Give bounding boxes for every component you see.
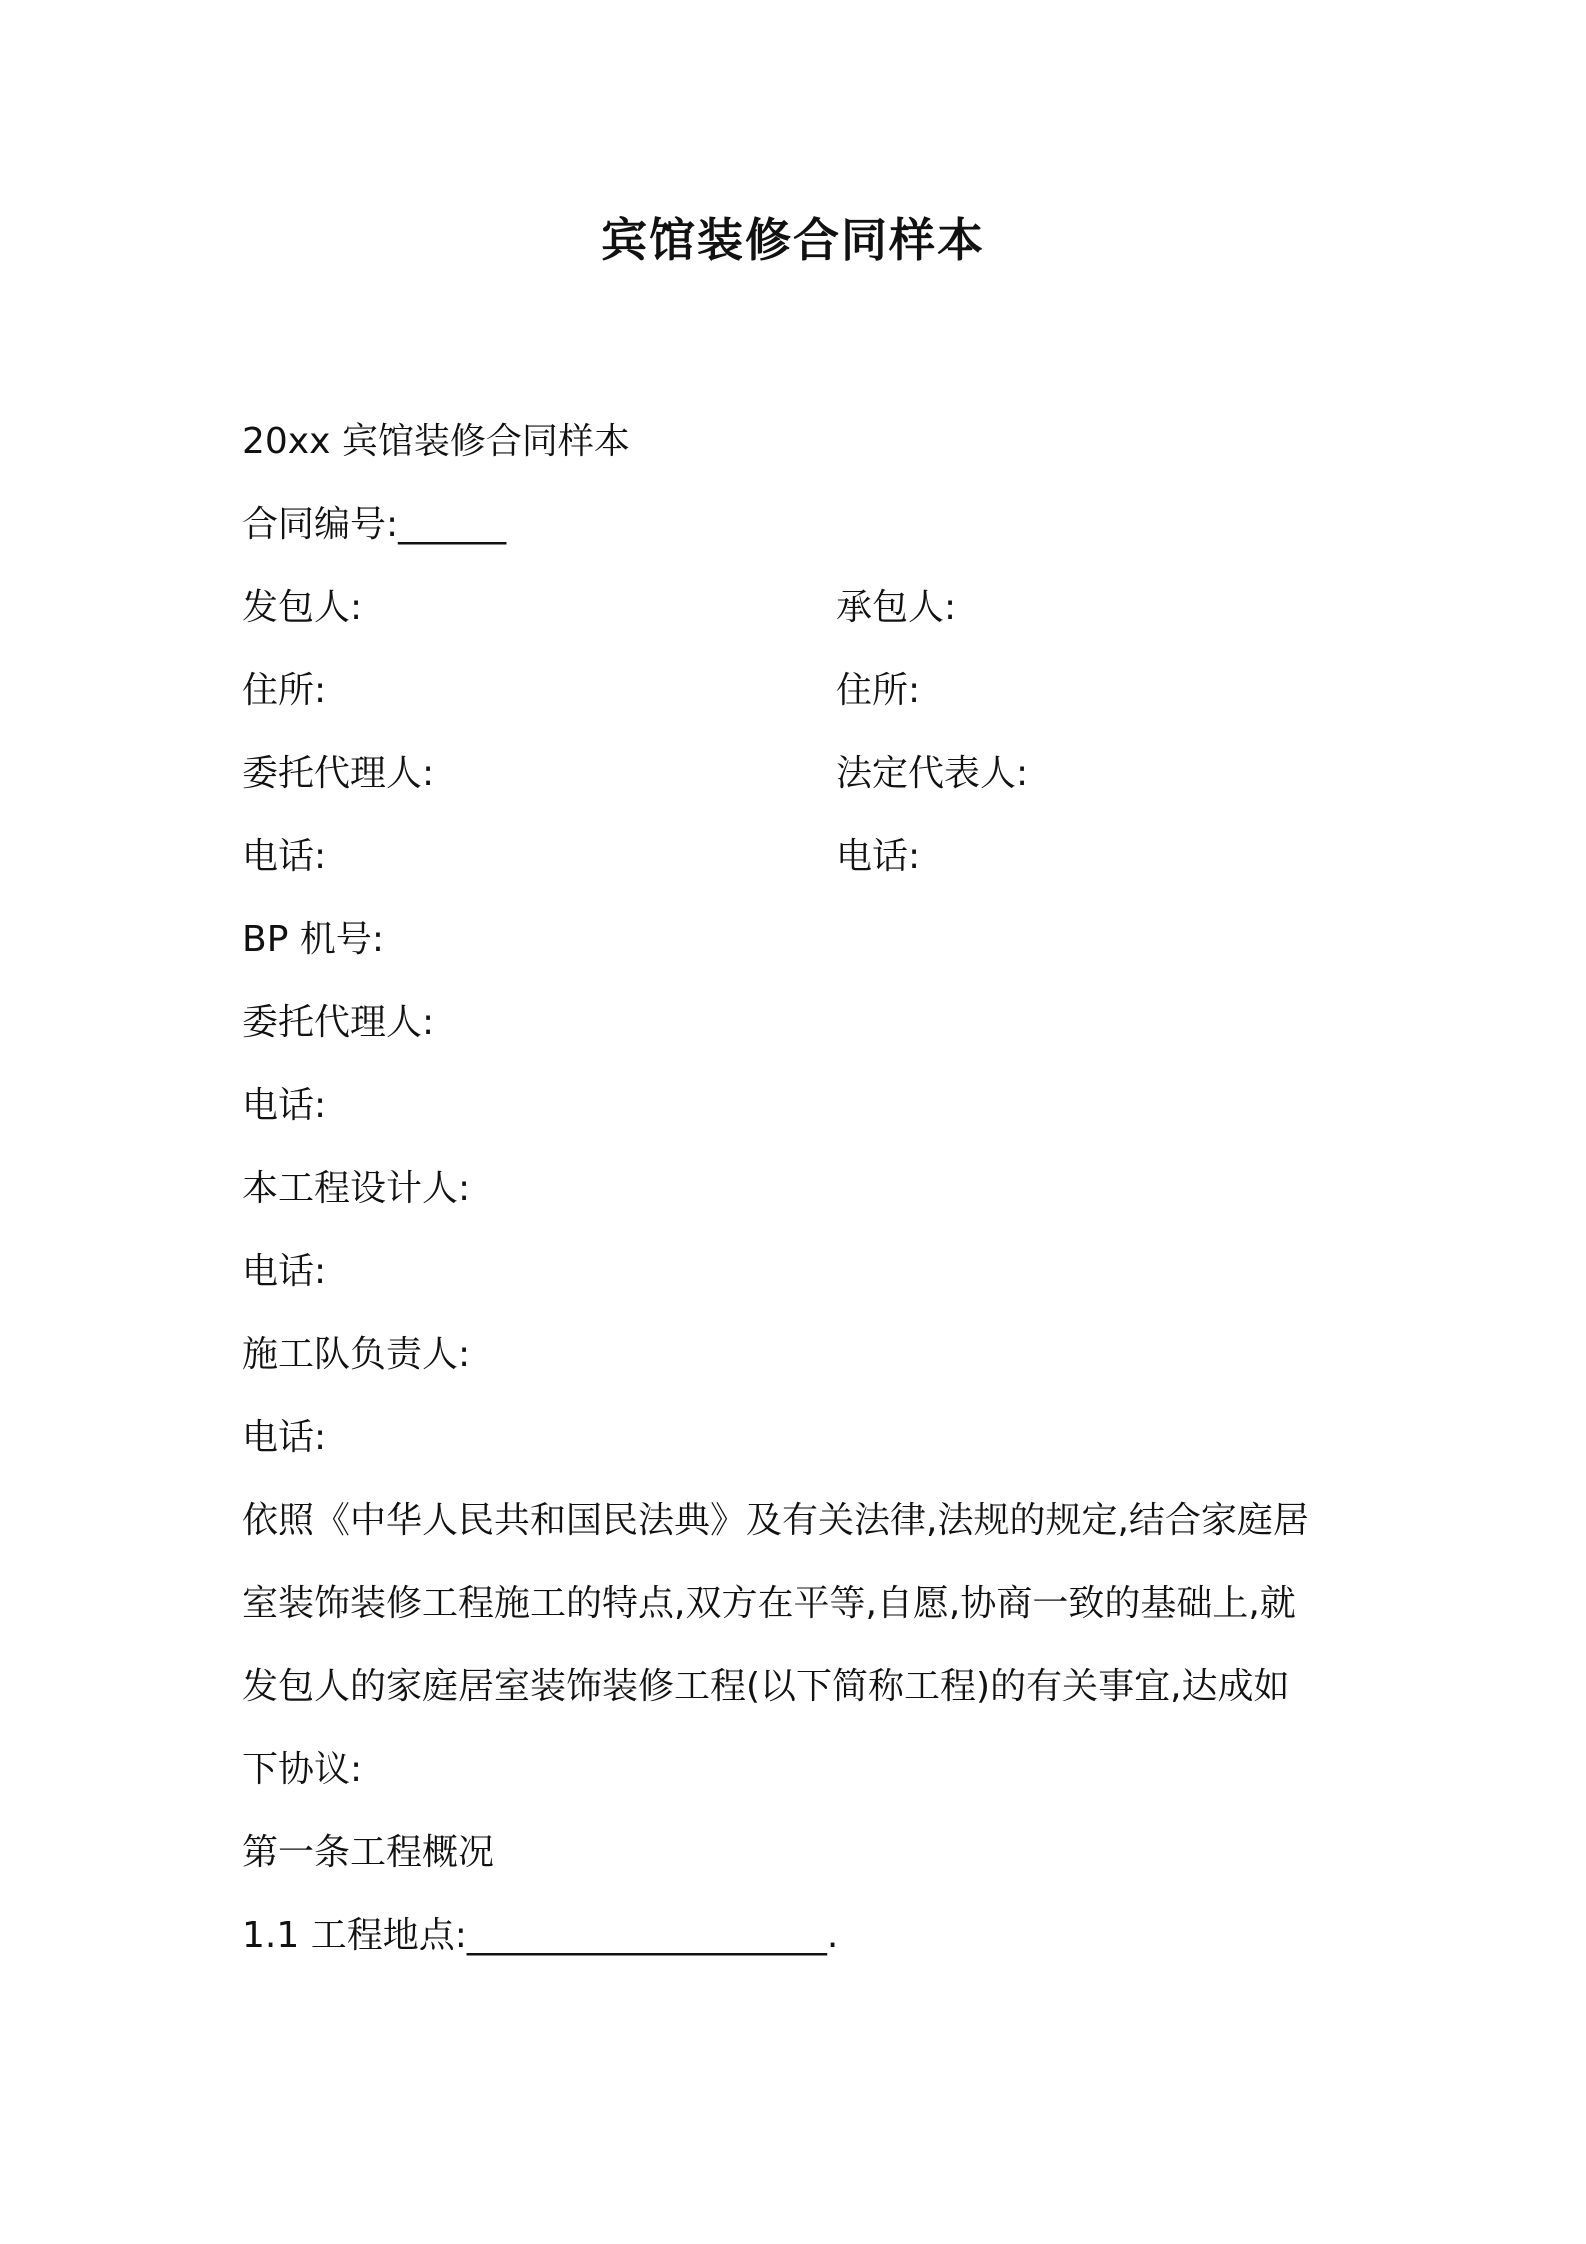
field-label: BP 机号: xyxy=(242,919,384,960)
clause-1-1: 1.1 工程地点:____________________. xyxy=(242,1915,839,1956)
field-label: 电话: xyxy=(242,1417,327,1458)
section-heading: 第一条工程概况 xyxy=(242,1832,495,1873)
contract-number: 合同编号:______ xyxy=(242,504,507,545)
paragraph-line: 室装饰装修工程施工的特点,双方在平等,自愿,协商一致的基础上,就 xyxy=(242,1583,1296,1624)
party-right-label: 法定代表人: xyxy=(836,753,1029,794)
field-label: 施工队负责人: xyxy=(242,1334,471,1375)
field-label: 委托代理人: xyxy=(242,1002,435,1043)
party-left-label: 发包人: xyxy=(242,587,363,628)
paragraph-line: 下协议: xyxy=(242,1749,363,1790)
party-right-label: 承包人: xyxy=(836,587,957,628)
paragraph-line: 依照《中华人民共和国民法典》及有关法律,法规的规定,结合家庭居 xyxy=(242,1500,1309,1541)
field-label: 本工程设计人: xyxy=(242,1168,471,1209)
document-title: 宾馆装修合同样本 xyxy=(601,213,985,267)
document-subtitle: 20xx 宾馆装修合同样本 xyxy=(242,421,630,462)
party-right-label: 电话: xyxy=(836,836,921,877)
party-left-label: 住所: xyxy=(242,670,327,711)
party-left-label: 委托代理人: xyxy=(242,753,435,794)
party-left-label: 电话: xyxy=(242,836,327,877)
field-label: 电话: xyxy=(242,1251,327,1292)
party-right-label: 住所: xyxy=(836,670,921,711)
paragraph-line: 发包人的家庭居室装饰装修工程(以下简称工程)的有关事宜,达成如 xyxy=(242,1666,1290,1707)
field-label: 电话: xyxy=(242,1085,327,1126)
